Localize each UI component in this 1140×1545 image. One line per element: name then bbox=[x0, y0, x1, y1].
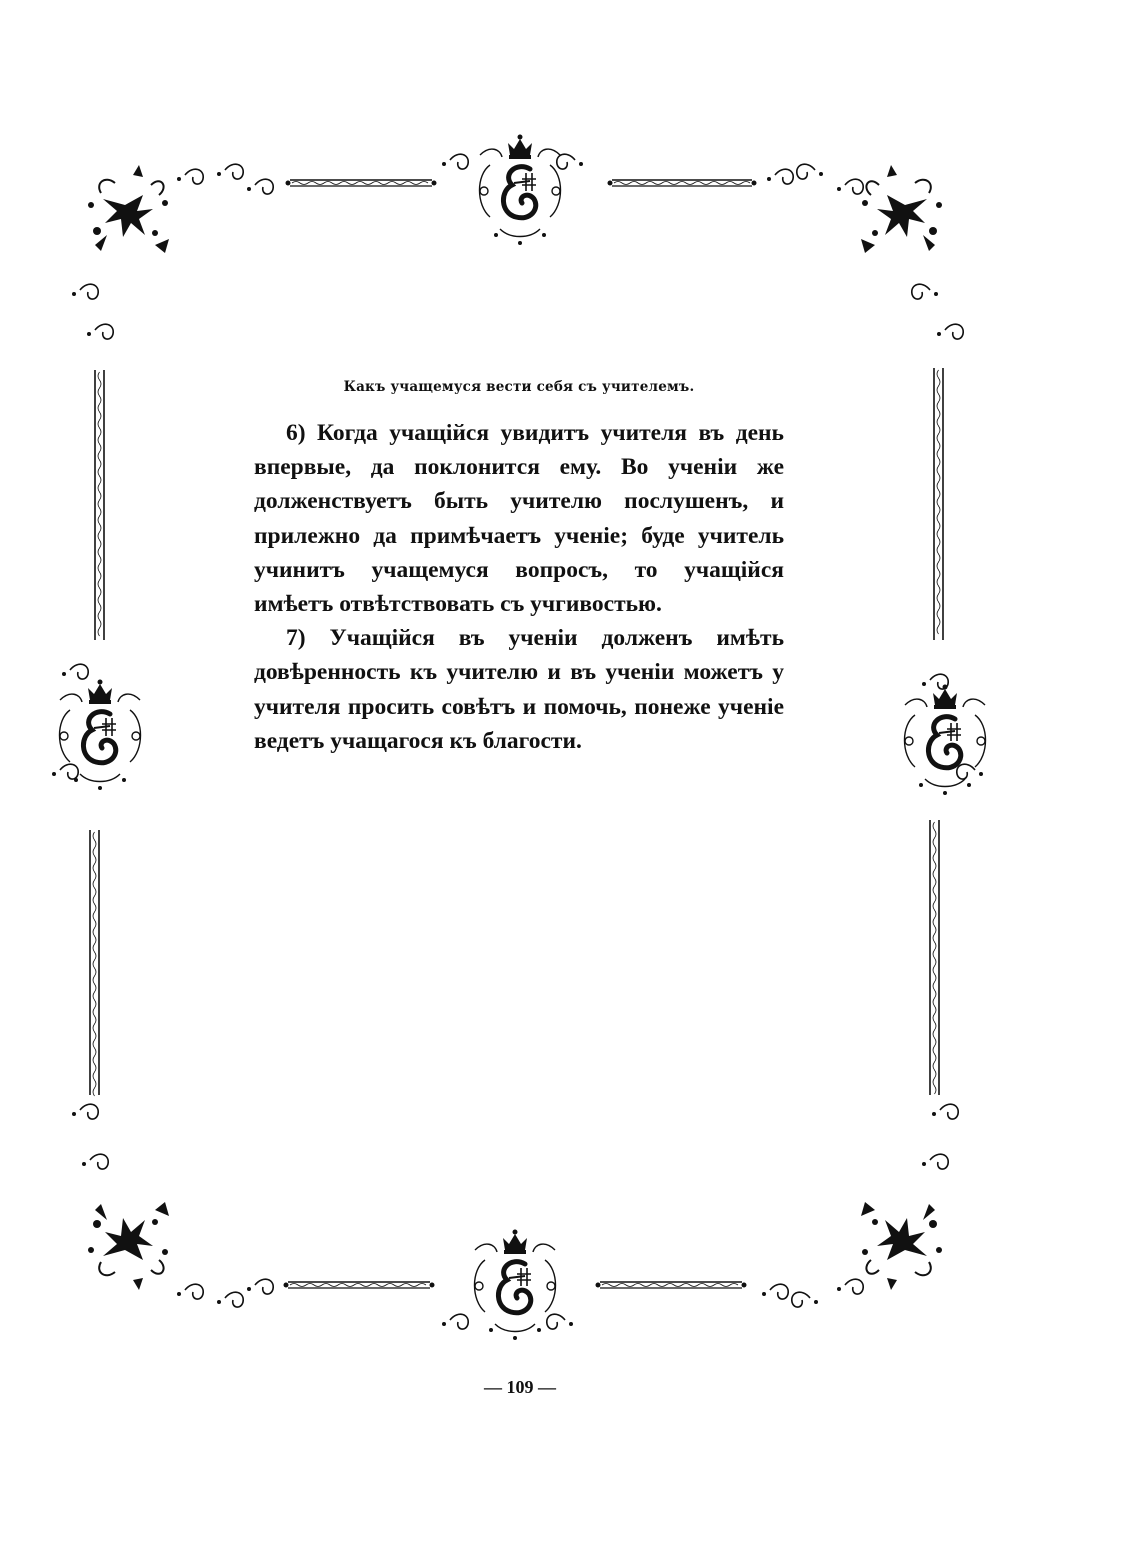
floral-cluster-icon-bottom-left bbox=[88, 1202, 169, 1290]
bottom-border bbox=[288, 1282, 742, 1288]
left-border bbox=[90, 370, 104, 1096]
paragraph-6: 6) Когда учащійся увидитъ учителя въ день впервые, да поклонится ему. Во ученіи же долженствуетъ быть учителю послушенъ, и прилежно да примѣчаетъ ученіе; буде учитель учинитъ учащемуся вопросъ, то учащійся имѣетъ отвѣтствовать съ учгивостью. bbox=[254, 420, 784, 618]
crowned-monogram-icon-left bbox=[60, 680, 141, 791]
crowned-monogram-icon-top bbox=[480, 135, 561, 246]
running-head: Какъ учащемуся вести себя съ учителемъ. bbox=[343, 379, 695, 395]
floral-cluster-icon-bottom-right bbox=[861, 1202, 942, 1290]
crowned-monogram-icon-right bbox=[905, 685, 986, 796]
text-block bbox=[254, 378, 784, 758]
paragraph-7: 7) Учащійся въ ученіи долженъ имѣть довѣренность къ учителю и въ ученіи можетъ у учителя просить совѣтъ и помочь, понеже ученіе ведетъ учащагося къ благости. bbox=[254, 625, 784, 754]
floral-cluster-icon-top-left bbox=[88, 165, 169, 253]
crowned-monogram-icon-bottom bbox=[475, 1230, 556, 1341]
floral-cluster-icon-top-right bbox=[861, 165, 942, 253]
page-number: — 109 — bbox=[484, 1377, 556, 1397]
